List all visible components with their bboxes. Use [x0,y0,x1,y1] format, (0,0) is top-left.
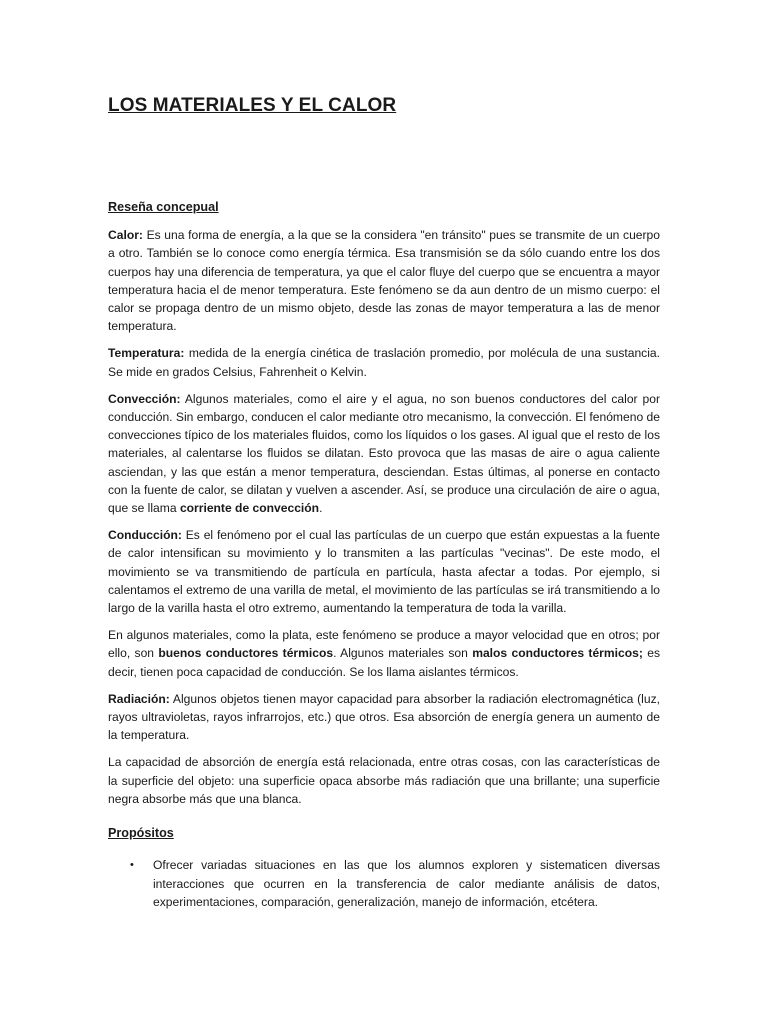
definition-conveccion-end: . [319,501,323,516]
term-radiacion: Radiación: [108,691,170,706]
paragraph-conduccion [108,526,660,617]
definition-calor: Es una forma de energía, a la que se la considera "en tránsito" pues se transmite de un cuerpo a otro. También se lo conoce como energía térmica. Esa transmisión se da sólo cuando entre los dos cuerpos hay una diferencia de temperatura, ya que el calor fluye del cuerpo que se encuentra a mayor temperatura hacia el de menor temperatura. Este fenómeno se da aun dentro de un mismo cuerpo: el calor se propaga dentro de un mismo objeto, desde las zonas de mayor temperatura a las de menor temperatura. [108,228,660,334]
list-item [108,856,660,911]
definition-conduccion: Es el fenómeno por el cual las partículas de un cuerpo que están expuestas a la fuente de calor intensifican su movimiento y lo transmiten a las partículas "vecinas". De este modo, el movimiento se va transmitiendo de partícula en partícula, hasta afectar a todas. Por ejemplo, si calentamos el extremo de una varilla de metal, el movimiento de las partículas se irá transmitiendo a lo largo de la varilla hasta el otro extremo, aumentando la temperatura de toda la varilla. [108,528,660,616]
paragraph-temperatura [108,344,660,380]
definition-temperatura: medida de la energía cinética de traslación promedio, por molécula de una sustancia. Se mide en grados Celsius, Fahrenheit o Kelvin. [108,346,660,379]
section-heading-resena: Reseña concepual [108,200,219,214]
paragraph-materiales [108,626,660,681]
materiales-part-2: . Algunos materiales son [333,646,473,661]
paragraph-radiacion [108,690,660,745]
paragraph-absorcion: La capacidad de absorción de energía está relacionada, entre otras cosas, con las características de la superficie del objeto: una superficie opaca absorbe más radiación que una brillante; una superficie negra absorbe más que una blanca. [108,755,660,806]
paragraph-calor [108,226,660,335]
paragraph-conveccion [108,390,660,517]
bullet-icon: • [130,859,134,872]
term-conduccion: Conducción: [108,528,182,543]
term-calor: Calor: [108,228,143,243]
definition-conveccion: Algunos materiales, como el aire y el agua, no son buenos conductores del calor por conducción. Sin embargo, conducen el calor mediante otro mecanismo, la convección. El fenómeno de convecciones típico de los materiales fluidos, como los líquidos o los gases. Al igual que el resto de los materiales, al calentarse los fluidos se dilatan. Esto provoca que las masas de aire o agua caliente asciendan, y las que están a menor temperatura, desciendan. Estas últimas, al ponerse en contacto con la fuente de calor, se dilatan y vuelven a ascender. Así, se produce una circulación de aire o agua, que se llama [108,391,660,516]
emphasis-buenos-conductores: buenos conductores térmicos [158,646,334,661]
materiales-part-3: es decir, tienen poca capacidad de conducción. Se los llama aislantes térmicos. [108,646,661,679]
term-conveccion: Convección: [108,391,181,406]
emphasis-malos-conductores: malos conductores térmicos; [472,646,643,661]
materiales-part-1: En algunos materiales, como la plata, este fenómeno se produce a mayor velocidad que en otros; por ello, son [108,628,660,661]
definition-radiacion: Algunos objetos tienen mayor capacidad para absorber la radiación electromagnética (luz, rayos ultravioletas, rayos infrarrojos, etc.) que otros. Esa absorción de energía genera un aumento de la temperatura. [108,691,660,743]
emphasis-corriente-conveccion: corriente de convección [179,501,320,516]
document-title: LOS MATERIALES Y EL CALOR [108,95,397,116]
document-body [108,198,660,911]
term-temperatura: Temperatura: [108,346,185,361]
section-heading-propositos: Propósitos [108,826,174,841]
purposes-list [108,856,660,911]
purpose-text: Ofrecer variadas situaciones en las que los alumnos exploren y sistematicen diversas interacciones que ocurren en la transferencia de calor mediante análisis de datos, experimentaciones, comparación, generalización, manejo de información, etcétera. [153,858,660,909]
